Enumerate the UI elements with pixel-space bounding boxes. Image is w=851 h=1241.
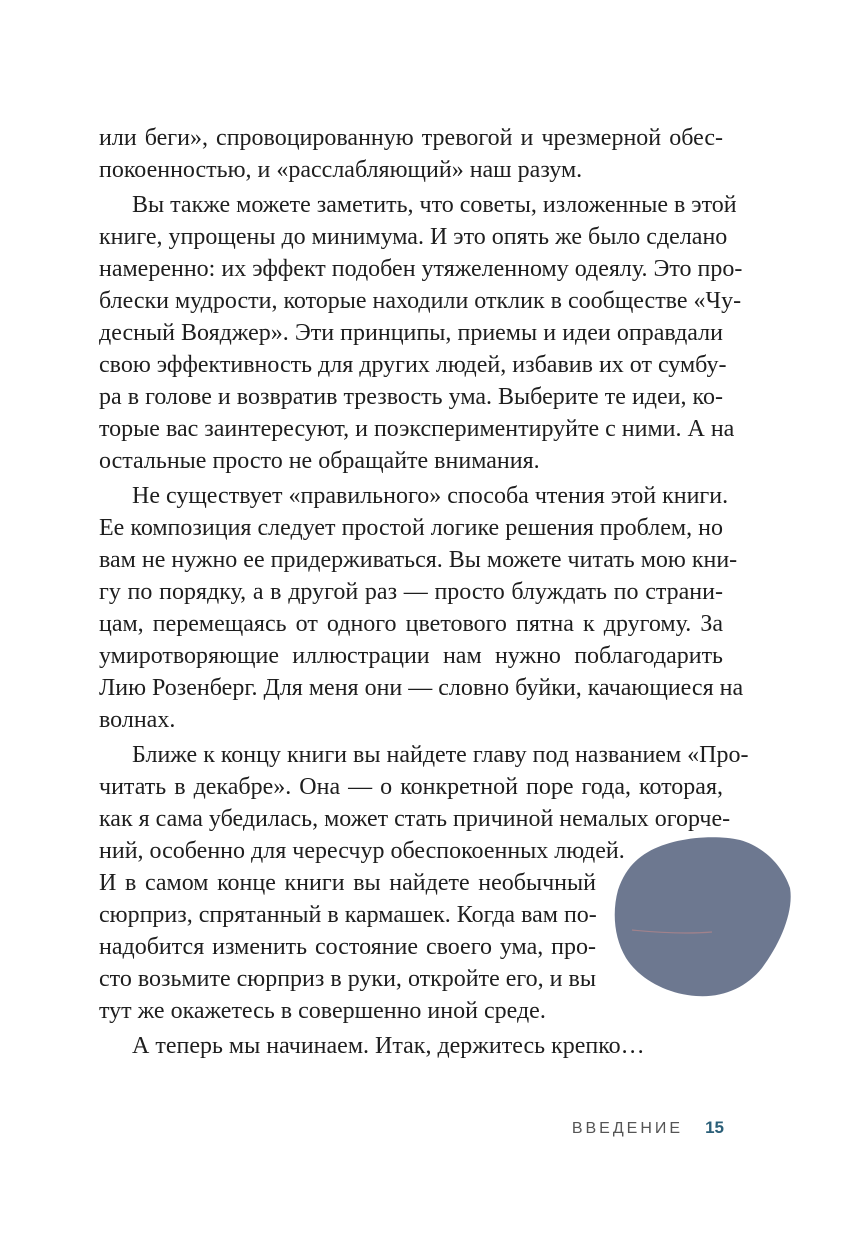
text-line: Не существует «правильного» способа чтения этой книги. — [132, 483, 729, 509]
text-line: покоенностью, и «расслабляющий» наш разум. — [99, 157, 583, 183]
text-line: И в самом конце книги вы найдете необычный — [99, 870, 596, 896]
text-line: Ее композиция следует простой логике решения проблем, но — [99, 515, 723, 541]
text-line: Вы также можете заметить, что советы, изложенные в этой — [132, 192, 737, 218]
text-line: читать в декабре». Она — о конкретной поре года, которая, — [99, 774, 723, 800]
text-line: умиротворяющие иллюстрации нам нужно поблагодарить — [99, 643, 723, 669]
page-footer — [572, 1118, 724, 1138]
running-section-title: ВВЕДЕНИЕ — [571, 1120, 684, 1137]
text-line: тут же окажетесь в совершенно иной среде. — [99, 998, 546, 1024]
text-line: остальные просто не обращайте внимания. — [99, 448, 540, 474]
text-line: ний, особенно для чересчур обеспокоенных людей. — [99, 838, 625, 864]
text-line: торые вас заинтересуют, и поэкспериментируйте с ними. А на — [99, 416, 735, 442]
text-line: вам не нужно ее придерживаться. Вы можете читать мою кни- — [99, 547, 738, 573]
text-line: блески мудрости, которые находили отклик в сообществе «Чу- — [99, 288, 742, 314]
text-line: А теперь мы начинаем. Итак, держитесь крепко… — [132, 1033, 645, 1059]
text-line: волнах. — [99, 707, 176, 733]
text-line: Лию Розенберг. Для меня они — словно буйки, качающиеся на — [99, 675, 744, 701]
text-line: цам, перемещаясь от одного цветового пятна к другому. За — [99, 611, 723, 637]
text-line: или беги», спровоцированную тревогой и чрезмерной обес- — [99, 125, 723, 151]
blue-blob-illustration — [612, 832, 792, 1002]
text-line: книге, упрощены до минимума. И это опять же было сделано — [99, 224, 728, 250]
text-line: надобится изменить состояние своего ума, про- — [99, 934, 596, 960]
text-line: ра в голове и возвратив трезвость ума. Выберите те идеи, ко- — [99, 384, 723, 410]
text-line: сто возьмите сюрприз в руки, откройте его, и вы — [99, 966, 596, 992]
text-line: десный Вояджер». Эти принципы, приемы и идеи оправдали — [99, 320, 723, 346]
page-number: 15 — [705, 1118, 724, 1137]
text-line: намеренно: их эффект подобен утяжеленному одеялу. Это про- — [99, 256, 743, 282]
text-line: сюрприз, спрятанный в кармашек. Когда вам по- — [99, 902, 597, 928]
text-line: Ближе к концу книги вы найдете главу под названием «Про- — [132, 742, 749, 768]
text-line: гу по порядку, а в другой раз — просто блуждать по страни- — [99, 579, 723, 605]
blob-shape — [615, 837, 791, 996]
text-line: как я сама убедилась, может стать причиной немалых огорче- — [99, 806, 731, 832]
text-line: свою эффективность для других людей, избавив их от сумбу- — [99, 352, 727, 378]
